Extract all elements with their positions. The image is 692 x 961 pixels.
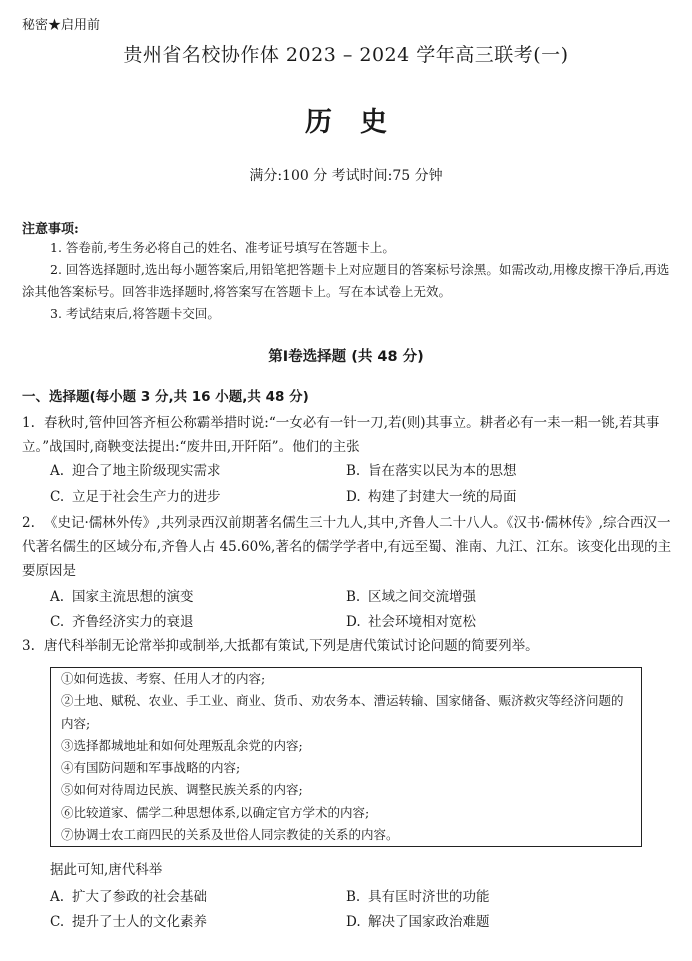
option-letter: D. (346, 489, 361, 505)
option-letter: B. (346, 463, 361, 479)
option-letter: B. (346, 889, 361, 905)
question-text: 《史记·儒林外传》,共列录西汉前期著名儒生三十九人,其中,齐鲁人二十八人。《汉书·儒林传》,综合西汉一代著名儒生的区域分布,齐鲁人占 45.60%,著名的儒学学者中,有远至蜀、淮南、九江、江东。该变化出现的主要原因是 (22, 515, 672, 579)
option-text: 具有匡时济世的功能 (368, 889, 490, 905)
material-item: ③选择都城地址和如何处理叛乱余党的内容; (61, 737, 303, 753)
option-b (346, 585, 476, 605)
question-3-stem (22, 634, 672, 658)
notice-item: 2. 回答选择题时,选出每小题答案后,用铅笔把答题卡上对应题目的答案标号涂黑。如需改动,用橡皮擦干净后,再选涂其他答案标号。回答非选择题时,将答案写在答题卡上。写在本试卷上无效。 (22, 262, 670, 299)
option-text: 齐鲁经济实力的衰退 (72, 614, 194, 630)
option-b (346, 885, 490, 905)
material-box (50, 667, 642, 847)
option-d (346, 910, 490, 930)
question-3-prompt: 据此可知,唐代科举 (50, 862, 163, 878)
question-number: 3. (22, 638, 35, 654)
option-letter: B. (346, 589, 361, 605)
question-number: 2. (22, 515, 35, 531)
question-text: 春秋时,管仲回答齐桓公称霸举措时说:“一女必有一针一刀,若(则)其事立。耕者必有一耒一耜一铫,若其事立。”战国时,商鞅变法提出:“废井田,开阡陌”。他们的主张 (22, 415, 660, 455)
option-text: 旨在落实以民为本的思想 (368, 463, 517, 479)
option-text: 构建了封建大一统的局面 (368, 489, 517, 505)
material-item: ④有国防问题和军事战略的内容; (61, 760, 241, 776)
part-title: 第Ⅰ卷选择题 (共 48 分) (268, 349, 424, 365)
section-title (22, 385, 309, 405)
question-1-stem (22, 411, 672, 459)
option-text: 区域之间交流增强 (368, 589, 476, 605)
option-c (50, 485, 221, 505)
notice-title: 注意事项: (22, 222, 79, 237)
option-c (50, 910, 207, 930)
exam-info: 满分:100 分 考试时间:75 分钟 (249, 168, 443, 184)
option-letter: A. (50, 463, 65, 479)
section-desc: (每小题 3 分,共 16 小题,共 48 分) (89, 389, 309, 405)
question-text: 唐代科举制无论常举抑或制举,大抵都有策试,下列是唐代策试讨论问题的简要列举。 (44, 638, 539, 654)
notice-item: 1. 答卷前,考生务必将自己的姓名、准考证号填写在答题卡上。 (50, 240, 395, 255)
material-item: ①如何选拔、考察、任用人才的内容; (61, 671, 266, 686)
option-text: 立足于社会生产力的进步 (72, 489, 221, 505)
material-item: ②土地、赋税、农业、手工业、商业、货币、劝农务本、漕运转输、国家储备、赈济救灾等经济问题的内容; (61, 693, 624, 731)
exam-title: 贵州省名校协作体 2023 – 2024 学年高三联考(一) (123, 44, 569, 66)
option-letter: D. (346, 914, 361, 930)
material-item: ⑤如何对待周边民族、调整民族关系的内容; (61, 782, 303, 798)
option-text: 迎合了地主阶级现实需求 (72, 463, 221, 479)
option-letter: A. (50, 589, 65, 605)
option-c (50, 610, 194, 630)
option-a (50, 885, 207, 905)
option-text: 社会环境相对宽松 (368, 614, 476, 630)
option-text: 国家主流思想的演变 (72, 589, 194, 605)
option-text: 解决了国家政治难题 (368, 914, 490, 930)
option-letter: C. (50, 914, 65, 930)
option-b (346, 459, 517, 479)
option-text: 提升了士人的文化素养 (72, 914, 207, 930)
question-2-stem (22, 511, 672, 583)
option-d (346, 485, 517, 505)
question-number: 1. (22, 415, 35, 431)
option-a (50, 459, 221, 479)
material-item: ⑦协调士农工商四民的关系及世俗人同宗教徒的关系的内容。 (61, 827, 399, 843)
option-letter: D. (346, 614, 361, 630)
option-a (50, 585, 194, 605)
notice-item: 3. 考试结束后,将答题卡交回。 (50, 306, 220, 321)
option-letter: C. (50, 614, 65, 630)
material-item: ⑥比较道家、儒学二种思想体系,以确定官方学术的内容; (61, 804, 370, 820)
section-label: 一、选择题 (22, 389, 90, 405)
option-letter: C. (50, 489, 65, 505)
option-letter: A. (50, 889, 65, 905)
subject-title: 历史 (305, 107, 415, 138)
secret-label: 秘密★启用前 (22, 18, 101, 33)
option-text: 扩大了参政的社会基础 (72, 889, 207, 905)
option-d (346, 610, 476, 630)
